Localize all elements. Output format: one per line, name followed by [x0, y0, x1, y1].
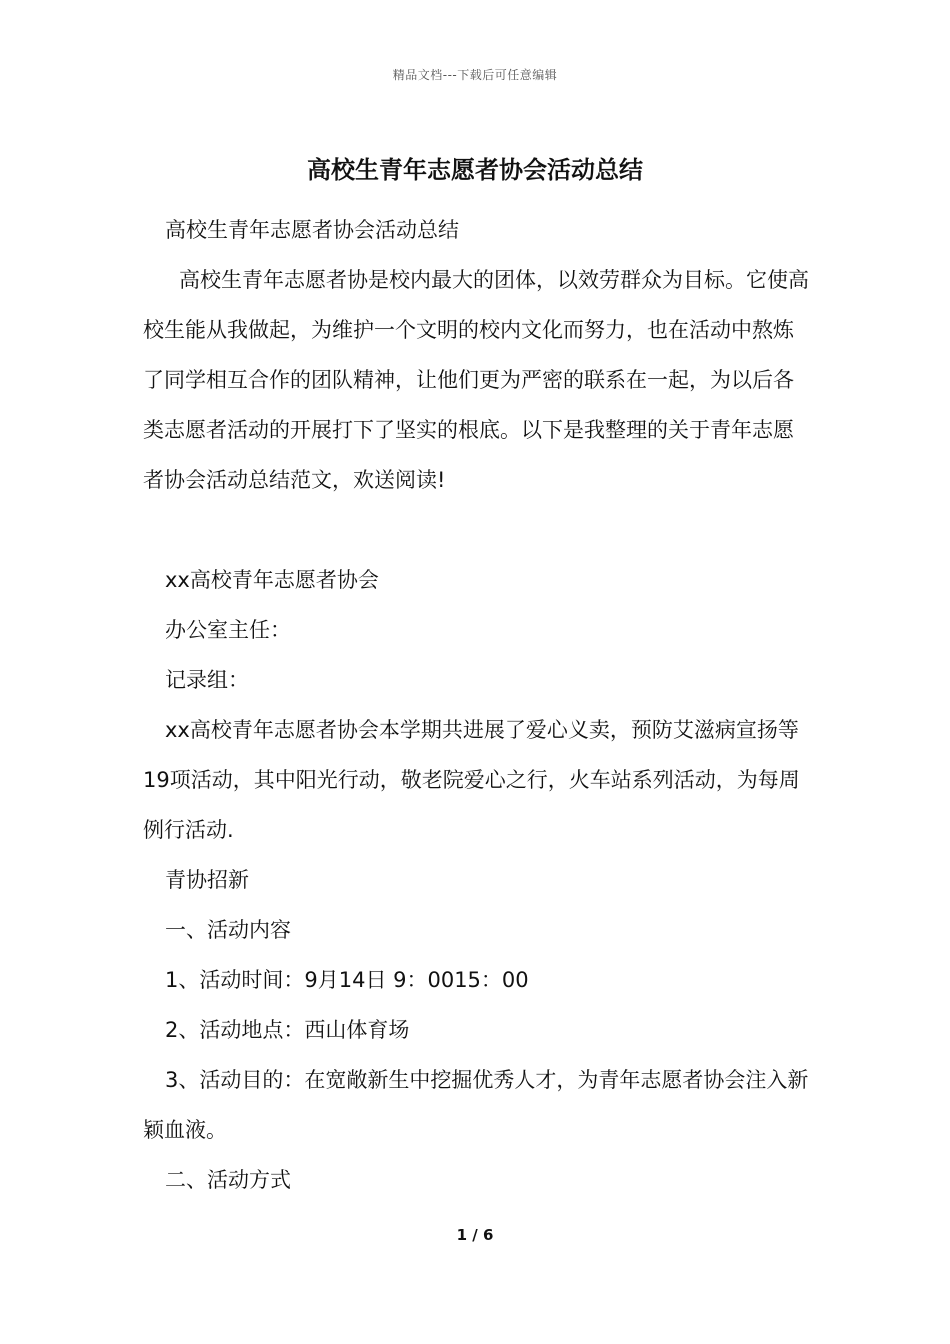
document-title: 高校生青年志愿者协会活动总结 — [307, 156, 643, 184]
association-name: xx高校青年志愿者协会 — [165, 568, 379, 592]
office-director-line: 办公室主任： — [165, 618, 291, 642]
activity-location-line: 2、活动地点：西山体育场 — [165, 1018, 410, 1042]
recorder-line: 记录组： — [165, 668, 249, 692]
section-heading-activity-content: 一、活动内容 — [165, 918, 291, 942]
summary-paragraph: xx高校青年志愿者协会本学期共进展了爱心义卖，预防艾滋病宣扬等19项活动，其中阳光行动，敬老院爱心之行，火车站系列活动，为每周例行活动. — [143, 718, 800, 842]
activity-purpose-paragraph: 3、活动目的：在宽敞新生中挖掘优秀人才，为青年志愿者协会注入新颖血液。 — [143, 1068, 809, 1142]
header-note: 精品文档---下载后可任意编辑 — [392, 68, 558, 82]
paragraph-spacer — [143, 505, 813, 555]
section-heading-recruitment: 青协招新 — [165, 868, 249, 892]
activity-time-line: 1、活动时间：9月14日 9：0015：00 — [165, 968, 529, 992]
subtitle-paragraph: 高校生青年志愿者协会活动总结 — [165, 218, 459, 242]
intro-paragraph: 高校生青年志愿者协是校内最大的团体，以效劳群众为目标。它使高校生能从我做起，为维护一个文明的校内文化而努力，也在活动中熬炼了同学相互合作的团队精神，让他们更为严密的联系在一起，为以后各类志愿者活动的开展打下了坚实的根底。以下是我整理的关于青年志愿者协会活动总结范文，欢送阅读! — [143, 268, 809, 492]
page-indicator: 1 / 6 — [456, 1226, 494, 1244]
section-heading-activity-method: 二、活动方式 — [165, 1168, 291, 1192]
document-body — [143, 205, 813, 1205]
